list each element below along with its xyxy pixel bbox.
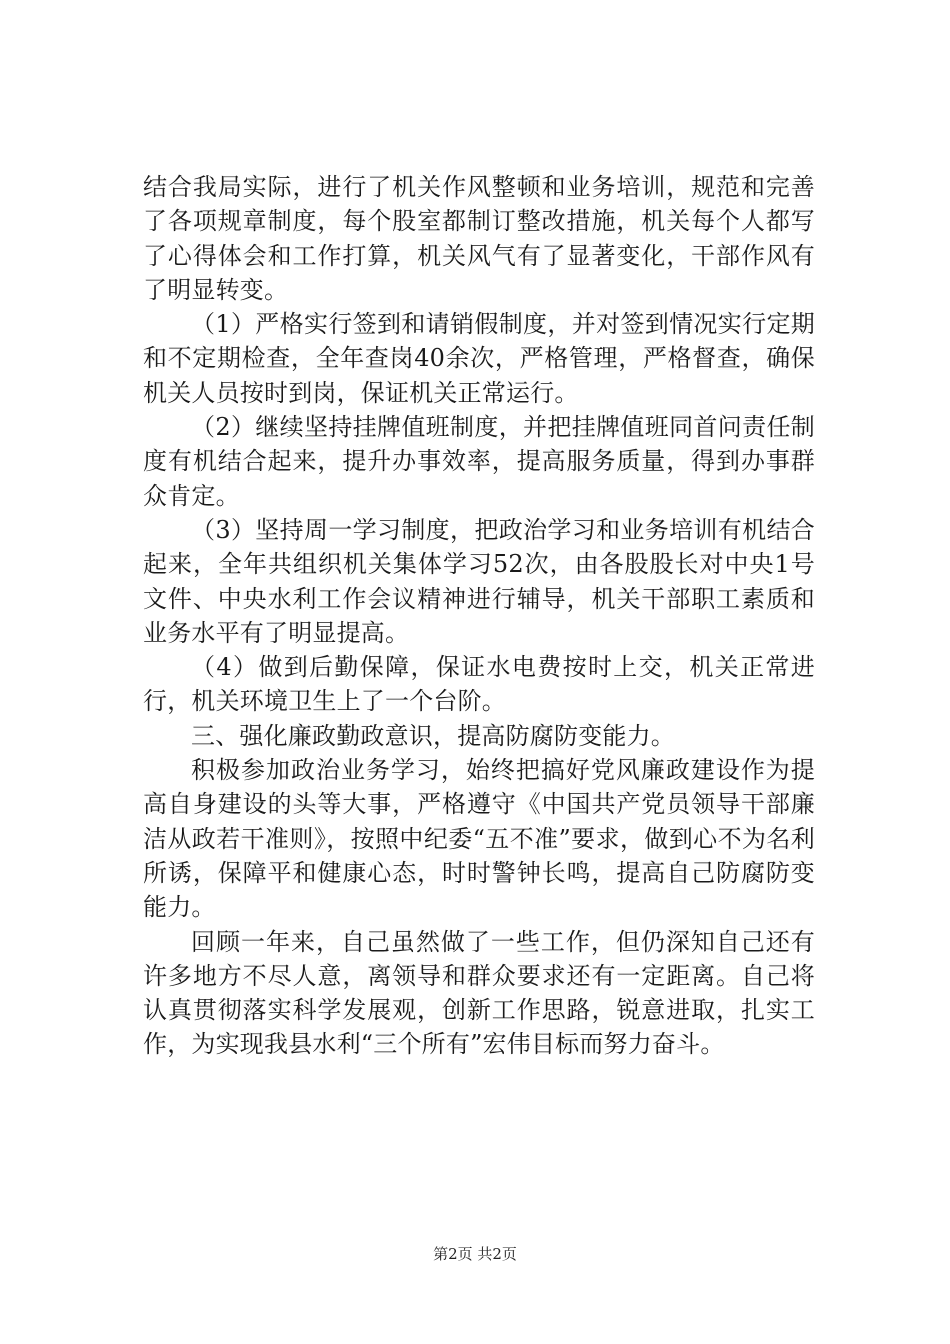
paragraph-item-3: （3）坚持周一学习制度，把政治学习和业务培训有机结合起来，全年共组织机关集体学习52次，由各股股长对中央1号文件、中央水利工作会议精神进行辅导，机关干部职工素质和业务水平有了明显提高。 bbox=[143, 515, 815, 647]
section-heading-3: 三、强化廉政勤政意识，提高防腐防变能力。 bbox=[191, 721, 675, 750]
page-footer bbox=[0, 1244, 950, 1264]
paragraph-item-1: （1）严格实行签到和请销假制度，并对签到情况实行定期和不定期检查，全年查岗40余次，严格管理，严格督查，确保机关人员按时到岗，保证机关正常运行。 bbox=[143, 310, 815, 407]
paragraph-intro: 结合我局实际，进行了机关作风整顿和业务培训，规范和完善了各项规章制度，每个股室都制订整改措施，机关每个人都写了心得体会和工作打算，机关风气有了显著变化，干部作风有了明显转变。 bbox=[143, 173, 815, 304]
page-number-label: 第2页 共2页 bbox=[433, 1245, 517, 1263]
document-body bbox=[143, 170, 815, 1062]
paragraph-item-4: （4）做到后勤保障，保证水电费按时上交，机关正常进行，机关环境卫生上了一个台阶。 bbox=[143, 653, 815, 716]
paragraph-item-2: （2）继续坚持挂牌值班制度，并把挂牌值班同首问责任制度有机结合起来，提升办事效率，提高服务质量，得到办事群众肯定。 bbox=[143, 413, 815, 510]
paragraph-integrity: 积极参加政治业务学习，始终把搞好党风廉政建设作为提高自身建设的头等大事，严格遵守《中国共产党员领导干部廉洁从政若干准则》，按照中纪委“五不准”要求，做到心不为名利所诱，保障平和健康心态，时时警钟长鸣，提高自己防腐防变能力。 bbox=[143, 756, 815, 922]
paragraph-conclusion: 回顾一年来，自己虽然做了一些工作，但仍深知自己还有许多地方不尽人意，离领导和群众要求还有一定距离。自己将认真贯彻落实科学发展观，创新工作思路，锐意进取，扎实工作，为实现我县水利“三个所有”宏伟目标而努力奋斗。 bbox=[143, 927, 815, 1059]
